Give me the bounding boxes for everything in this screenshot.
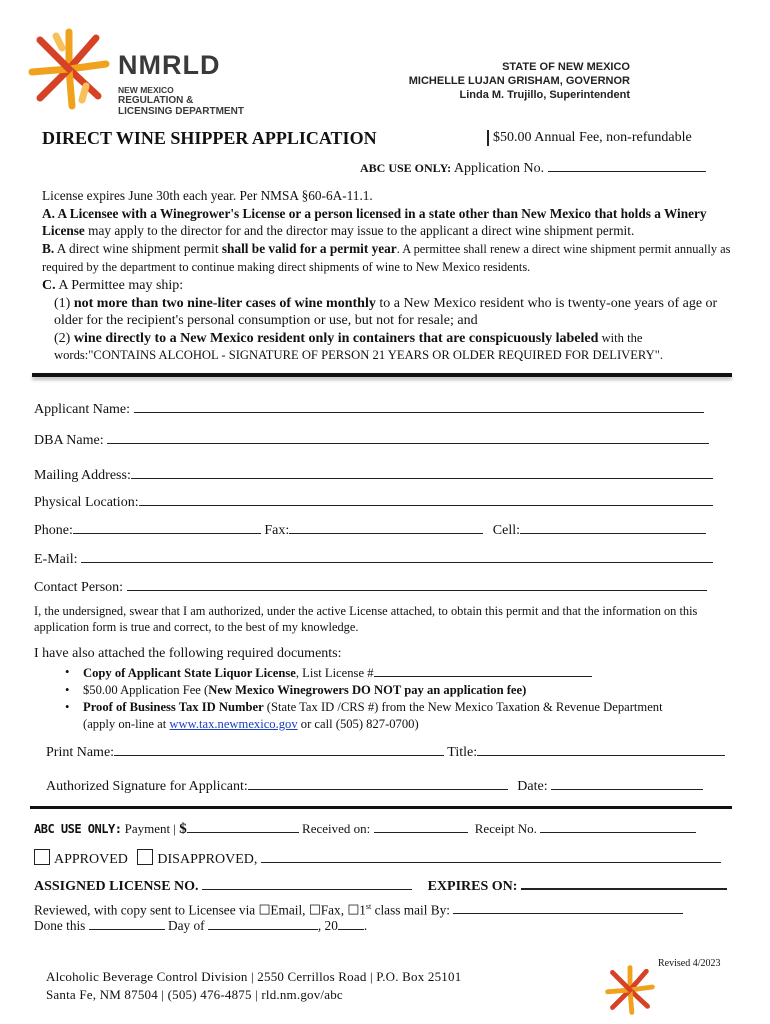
- section-divider: [32, 373, 732, 377]
- fee-text: $50.00 Annual Fee, non-refundable: [493, 130, 692, 145]
- office-abc-use-label: ABC USE ONLY:: [34, 822, 122, 836]
- dba-name-label: DBA Name:: [34, 433, 104, 448]
- expires-on-field[interactable]: [521, 874, 727, 890]
- assigned-license-label: ASSIGNED LICENSE NO.: [34, 879, 199, 894]
- approval-row: [34, 848, 721, 868]
- approved-checkbox[interactable]: [34, 849, 50, 865]
- assigned-license-field[interactable]: [202, 875, 412, 890]
- done-this-row: [34, 915, 367, 934]
- receipt-no-field[interactable]: [540, 818, 696, 833]
- contact-person-label: Contact Person:: [34, 580, 124, 595]
- receipt-no-label: Receipt No.: [474, 821, 537, 836]
- phone-field[interactable]: [73, 519, 261, 534]
- fax-field[interactable]: [289, 519, 483, 534]
- year-prefix: , 20: [317, 918, 338, 933]
- email-label: E-Mail:: [34, 552, 78, 567]
- contact-person-row: [34, 576, 707, 596]
- apply-online-prefix: (apply on-line at: [83, 717, 170, 731]
- title-field[interactable]: [477, 741, 725, 756]
- payment-label: Payment |: [124, 821, 177, 836]
- paragraph-c: [42, 277, 732, 295]
- page-title: DIRECT WINE SHIPPER APPLICATION: [42, 128, 377, 148]
- cell-field[interactable]: [520, 519, 706, 534]
- list-item: [55, 664, 745, 682]
- paragraph-c2: [42, 330, 732, 365]
- application-fee-text: $50.00 Application Fee (: [83, 683, 209, 697]
- c2-text: with the words:"CONTAINS ALCOHOL - SIGNATURE OF PERSON 21 YEARS OR OLDER REQUIRED FOR DELIVERY".: [54, 330, 664, 363]
- logo-abbr: NMRLD: [118, 50, 221, 80]
- physical-location-label: Physical Location:: [34, 495, 139, 510]
- state-name: STATE OF NEW MEXICO: [502, 61, 630, 73]
- governor-name: MICHELLE LUJAN GRISHAM, GOVERNOR: [408, 75, 630, 87]
- abc-use-label: ABC USE ONLY:: [360, 161, 452, 175]
- logo-org-line3: LICENSING DEPARTMENT: [118, 106, 244, 117]
- year-suffix: .: [363, 918, 368, 933]
- c1-number: (1): [54, 295, 71, 311]
- c2-number: (2): [54, 330, 71, 346]
- email-row: [34, 548, 713, 568]
- authorized-signature-label: Authorized Signature for Applicant:: [46, 779, 248, 794]
- title-label: Title:: [447, 745, 478, 760]
- applicant-name-row: [34, 398, 704, 418]
- mailing-address-row: [34, 464, 713, 484]
- application-no-row: [360, 157, 706, 177]
- revision-date: Revised 4/2023: [658, 958, 721, 969]
- reviewed-method-text: class mail By:: [371, 902, 450, 918]
- footer-line1: Alcoholic Beverage Control Division | 2550 Cerrillos Road | P.O. Box 25101: [46, 969, 462, 984]
- approved-label: APPROVED: [54, 852, 128, 867]
- applicant-name-field[interactable]: [134, 398, 704, 413]
- liquor-license-copy-label: Copy of Applicant State Liquor License: [83, 666, 296, 680]
- print-name-label: Print Name:: [46, 745, 115, 760]
- required-documents-list: [55, 664, 745, 733]
- expires-note: License expires June 30th each year. Per NMSA §60-6A-11.1.: [42, 188, 373, 203]
- logo-org-line2: REGULATION &: [118, 95, 194, 106]
- dba-name-row: [34, 429, 709, 449]
- license-number-row: [34, 874, 727, 895]
- tax-website-link[interactable]: www.tax.newmexico.gov: [169, 717, 298, 731]
- nmrld-starburst-logo: [26, 26, 112, 112]
- paragraph-b-text2: . A permittee shall renew a direct wine shipment permit annually as required by the department to continue making direct shipments of wine to New Mexico residents.: [42, 241, 731, 275]
- paragraph-a: [42, 205, 732, 240]
- c1-text: to a New Mexico resident who is twenty-one years of age or older for the recipient's personal consumption or use, but not for resale; and: [54, 295, 718, 329]
- paragraph-a-text: may apply to the director for and the director may issue to the applicant a direct wine shipment permit.: [84, 223, 635, 239]
- c1-bold: not more than two nine-liter cases of wine monthly: [73, 295, 376, 311]
- email-field[interactable]: [81, 548, 713, 563]
- reviewed-by-field[interactable]: [453, 899, 683, 914]
- business-tax-id-text: (State Tax ID /CRS #) from the New Mexico Taxation & Revenue Department: [263, 700, 663, 714]
- list-license-field[interactable]: [374, 664, 592, 677]
- reviewed-superscript: st: [365, 902, 372, 911]
- signature-row: [46, 775, 703, 795]
- license-intro: [42, 187, 732, 365]
- logo-org-name: [118, 86, 244, 117]
- superintendent-name: Linda M. Trujillo, Superintendent: [459, 89, 630, 101]
- paragraph-c-text: A Permittee may ship:: [55, 277, 184, 293]
- paragraph-c-label: C.: [42, 277, 56, 293]
- paragraph-b-text1: A direct wine shipment permit: [54, 240, 222, 256]
- dba-name-field[interactable]: [107, 429, 709, 444]
- paragraph-a-bold: A. A Licensee with a Winegrower's License or a person licensed in a state other than New Mexico that holds a Winery License: [42, 205, 707, 239]
- footer-address: [46, 968, 461, 1004]
- phone-label: Phone:: [34, 523, 73, 538]
- winegrowers-fee-note: New Mexico Winegrowers DO NOT pay an application fee): [208, 683, 527, 697]
- attached-documents-heading: I have also attached the following required documents:: [34, 646, 342, 661]
- paragraph-b-bold: shall be valid for a permit year: [221, 240, 397, 256]
- date-label: Date:: [517, 779, 548, 794]
- paragraph-c1: [42, 295, 732, 330]
- reviewed-text: Reviewed, with copy sent to Licensee via ☐Email, ☐Fax, ☐1: [34, 902, 366, 918]
- oath-statement: I, the undersigned, swear that I am authorized, under the active License attached, to obtain this permit and that the information on this application form is true and correct, to the best of my knowledge.: [34, 604, 698, 634]
- mailing-address-label: Mailing Address:: [34, 468, 131, 483]
- paragraph-b-label: B.: [42, 240, 55, 256]
- print-name-row: [46, 741, 725, 761]
- done-this-label: Done this: [34, 918, 86, 933]
- list-license-label: , List License #: [295, 666, 374, 680]
- day-of-label: Day of: [168, 918, 205, 933]
- disapproved-checkbox[interactable]: [137, 849, 153, 865]
- contact-person-field[interactable]: [127, 576, 707, 591]
- disapproved-label: DISAPPROVED,: [157, 852, 258, 867]
- dollar-sign: $: [179, 821, 187, 837]
- print-name-field[interactable]: [114, 741, 444, 756]
- footer-starburst-logo: [604, 964, 656, 1016]
- application-no-field[interactable]: [548, 157, 706, 172]
- payment-amount-field[interactable]: [187, 818, 299, 833]
- received-on-label: Received on:: [302, 821, 371, 836]
- footer-line2: Santa Fe, NM 87504 | (505) 476-4875 | rld.nm.gov/abc: [46, 987, 343, 1002]
- application-no-label: Application No.: [453, 161, 545, 176]
- signature-field[interactable]: [248, 775, 508, 790]
- received-on-field[interactable]: [374, 818, 468, 833]
- physical-location-field[interactable]: [139, 491, 713, 506]
- business-tax-id-label: Proof of Business Tax ID Number: [83, 700, 264, 714]
- fax-label: Fax:: [264, 523, 290, 538]
- disapproval-reason-field[interactable]: [261, 848, 721, 863]
- done-day-field[interactable]: [89, 915, 165, 930]
- physical-location-row: [34, 491, 713, 511]
- list-item: [55, 682, 745, 699]
- done-year-field[interactable]: [338, 915, 364, 930]
- cell-label: Cell:: [492, 523, 521, 538]
- date-field[interactable]: [551, 775, 703, 790]
- mailing-address-field[interactable]: [131, 464, 713, 479]
- c2-bold: wine directly to a New Mexico resident only in containers that are conspicuously labeled: [73, 330, 599, 346]
- logo-org-line1: NEW MEXICO: [118, 85, 174, 95]
- agency-header: [409, 60, 630, 102]
- apply-phone-text: or call (505) 827-0700): [297, 717, 419, 731]
- payment-row: [34, 818, 696, 838]
- expires-on-label: EXPIRES ON:: [427, 879, 518, 894]
- applicant-name-label: Applicant Name:: [34, 402, 131, 417]
- fee-note: [487, 130, 692, 146]
- list-item: [55, 699, 745, 733]
- phone-fax-cell-row: [34, 519, 706, 539]
- done-month-field[interactable]: [208, 915, 318, 930]
- paragraph-b: [42, 240, 732, 277]
